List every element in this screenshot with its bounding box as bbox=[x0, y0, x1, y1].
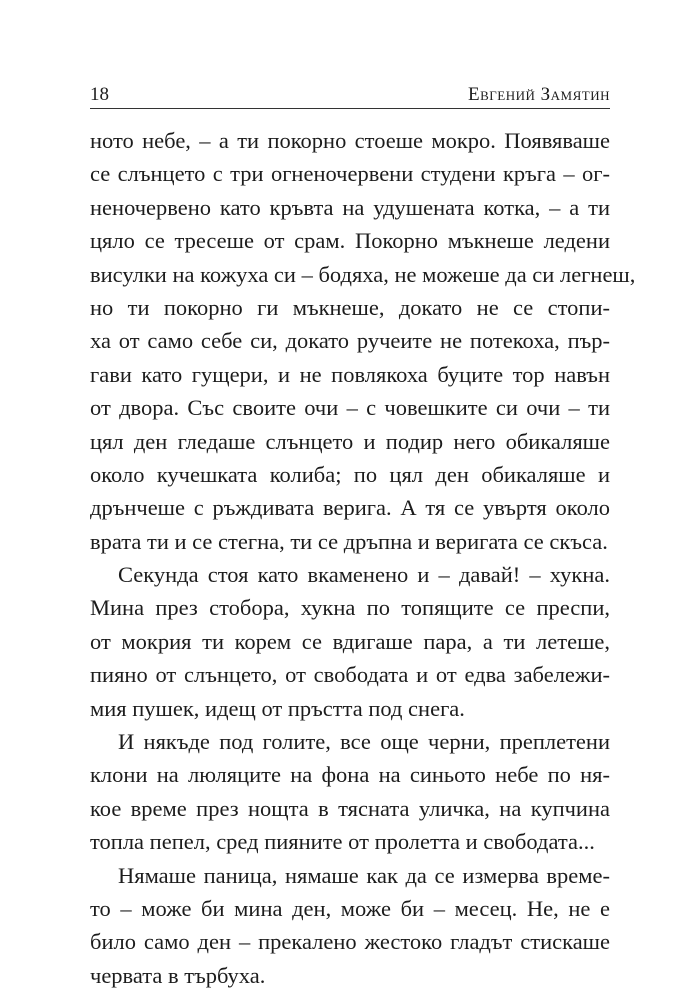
text-line: около кучешката колиба; по цял ден обикаляше и bbox=[90, 461, 610, 487]
text-line: било само ден – прекалено жестоко гладът стискаше bbox=[90, 929, 610, 955]
text-line: Секунда стоя като вкаменено и – давай! – хукна. bbox=[118, 562, 610, 588]
text-line: цяло се тресеше от срам. Покорно мъкнеше ледени bbox=[90, 228, 610, 254]
text-line: топла пепел, сред пияните от пролетта и свободата... bbox=[90, 829, 595, 855]
text-line: пияно от слънцето, от свободата и от едва забележи- bbox=[90, 662, 610, 688]
text-line: неночервено като кръвта на удушената котка, – а ти bbox=[90, 194, 610, 220]
header-rule bbox=[90, 108, 610, 109]
text-line: червата в търбуха. bbox=[90, 962, 266, 988]
text-line: цял ден гледаше слънцето и подир него обикаляше bbox=[90, 428, 610, 454]
text-line: от мокрия ти корем се вдигаше пара, а ти летеше, bbox=[90, 628, 610, 654]
text-line: кое време през нощта в тясната уличка, на купчина bbox=[90, 795, 610, 821]
text-line: ха от само себе си, докато ручеите не потекоха, пър- bbox=[90, 328, 610, 354]
running-head-author: Евгений Замятин bbox=[467, 84, 610, 105]
text-line: се слънцето с три огненочервени студени кръга – ог- bbox=[90, 161, 610, 187]
text-line: врата ти и се стегна, ти се дръпна и веригата се скъса. bbox=[90, 528, 608, 554]
text-line: клони на люляците на фона на синьото небе по ня- bbox=[90, 762, 610, 788]
page-number: 18 bbox=[90, 84, 109, 105]
text-line: Мина през стобора, хукна по топящите се преспи, bbox=[90, 595, 610, 621]
page-header bbox=[90, 84, 610, 106]
text-line: гави като гущери, и не повлякоха буците тор навън bbox=[90, 361, 610, 387]
text-line: от двора. Със своите очи – с човешките си очи – ти bbox=[90, 395, 610, 421]
text-line: Нямаше паница, нямаше как да се измерва време- bbox=[118, 862, 610, 888]
text-line: дрънчеше с ръждивата верига. А тя се увъртя около bbox=[90, 495, 610, 521]
text-line: ното небе, – а ти покорно стоеше мокро. Появяваше bbox=[90, 128, 610, 153]
text-line: И някъде под голите, все още черни, преплетени bbox=[118, 729, 610, 755]
text-line: висулки на кожуха си – бодяха, не можеше да си легнеш, bbox=[90, 261, 636, 287]
text-line: мия пушек, идещ от пръстта под снега. bbox=[90, 695, 465, 721]
body-text bbox=[90, 124, 636, 992]
text-line: то – може би мина ден, може би – месец. Не, не е bbox=[90, 895, 610, 921]
text-line: но ти покорно ги мъкнеше, докато не се стопи- bbox=[90, 294, 610, 320]
